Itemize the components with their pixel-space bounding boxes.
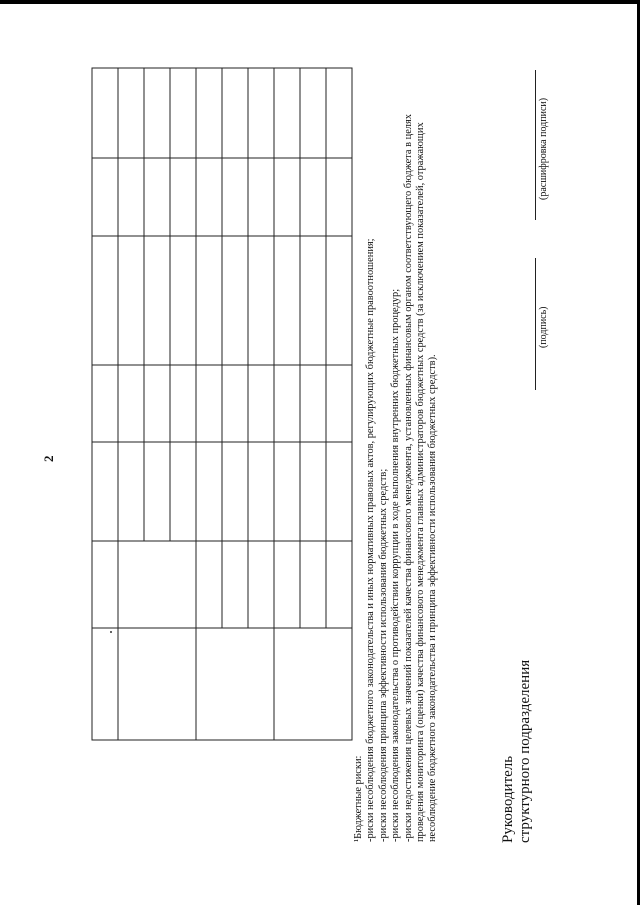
decoding-line bbox=[535, 70, 536, 220]
footnote-line: несоблюдение бюджетного законодательства и принципа эффективности использования бюджетных средств). bbox=[427, 354, 439, 842]
signature-title-line2: структурного подразделения bbox=[517, 659, 533, 843]
signature-caption: (подпись) bbox=[538, 306, 549, 348]
signature-line bbox=[535, 258, 536, 390]
footnote-line: -риски недостижения целевых значений показателей качества финансового менеджмента, установленных финансовым органом соответствующего бюджета в целях bbox=[402, 114, 414, 842]
page-number: 2 bbox=[41, 455, 56, 462]
signature-title-line1: Руководитель bbox=[500, 755, 516, 843]
footnote bbox=[353, 114, 440, 842]
footnote-line: ¹Бюджетные риски: bbox=[353, 755, 364, 842]
footnote-line: -риски несоблюдения принципа эффективности использования бюджетных средств; bbox=[377, 468, 389, 842]
footnote-line: -риски несоблюдения бюджетного законодательства и иных нормативных правовых актов, регулирующих бюджетные правоотношения; bbox=[365, 238, 377, 842]
footnote-line: -риски несоблюдения законодательства о противодействии коррупции в ходе выполнения внутренних бюджетных процедур; bbox=[390, 288, 402, 842]
signature-title bbox=[500, 660, 534, 843]
footnote-line: проведения мониторинга (оценки) качества финансового менеджмента главных администраторов бюджетных средств (за исключением показателей, отражающих bbox=[414, 122, 426, 842]
decoding-caption: (расшифровка подписи) bbox=[538, 97, 549, 200]
scan-dot bbox=[110, 631, 112, 633]
